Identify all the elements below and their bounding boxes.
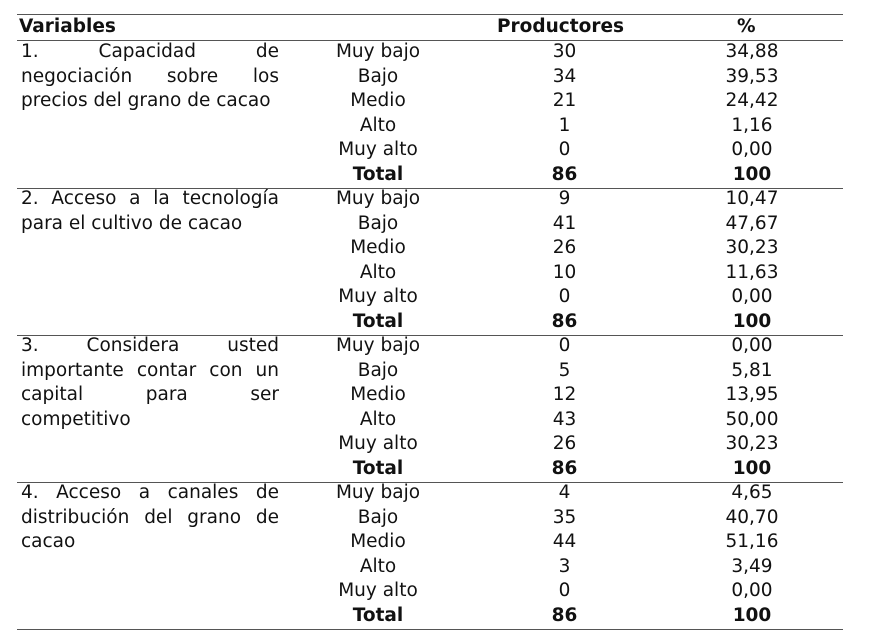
table-row [17, 187, 843, 212]
productores-cell: 3 [558, 555, 571, 577]
productores-cell: 1 [558, 114, 571, 136]
level-cell: Muy bajo [335, 41, 421, 62]
productores-cell: 9 [558, 188, 571, 209]
level-cell: Medio [350, 237, 406, 258]
percent-cell: 5,81 [731, 359, 773, 381]
productores-cell: 86 [551, 163, 578, 185]
variable-label: 2. Acceso a la tecnología para el cultivo de cacao [21, 188, 279, 234]
percent-cell: 0,00 [731, 286, 773, 307]
table-row [17, 89, 843, 114]
level-cell: Muy alto [338, 286, 418, 307]
percent-cell: 47,67 [725, 212, 779, 234]
percent-cell: 3,49 [731, 555, 773, 577]
productores-cell: 41 [552, 212, 577, 234]
group-rule [17, 629, 843, 630]
level-cell: Bajo [357, 212, 399, 234]
percent-cell: 30,23 [725, 237, 779, 258]
level-cell: Muy bajo [335, 335, 421, 356]
level-cell: Muy bajo [335, 482, 421, 503]
percent-cell: 0,00 [731, 580, 773, 601]
table-row [17, 579, 843, 604]
percent-cell: 100 [732, 163, 772, 185]
level-cell: Alto [359, 261, 397, 283]
productores-cell: 34 [552, 65, 577, 87]
percent-cell: 34,88 [725, 41, 779, 62]
level-cell: Total [352, 457, 404, 479]
header-variables: Variables [19, 16, 116, 37]
table-row [17, 359, 843, 384]
level-cell: Muy alto [338, 580, 418, 601]
table-row [17, 334, 843, 359]
total-row [17, 604, 843, 629]
header-productores: Productores [497, 16, 625, 37]
level-cell: Muy alto [338, 139, 418, 160]
table-row [17, 555, 843, 580]
productores-cell: 4 [558, 482, 571, 503]
level-cell: Medio [350, 531, 406, 552]
level-cell: Medio [350, 384, 406, 405]
productores-cell: 0 [558, 335, 571, 356]
productores-cell: 86 [551, 457, 578, 479]
total-row [17, 457, 843, 482]
level-cell: Bajo [357, 65, 399, 87]
productores-cell: 0 [558, 286, 571, 307]
table-row [17, 383, 843, 408]
table-row [17, 481, 843, 506]
level-cell: Medio [350, 90, 406, 111]
percent-cell: 1,16 [731, 114, 773, 136]
percent-cell: 100 [732, 457, 772, 479]
percent-cell: 30,23 [725, 433, 779, 454]
productores-cell: 86 [551, 604, 578, 626]
table-row [17, 212, 843, 237]
productores-cell: 30 [552, 41, 577, 62]
percent-cell: 100 [732, 604, 772, 626]
percent-cell: 39,53 [725, 65, 779, 87]
level-cell: Total [352, 163, 404, 185]
level-cell: Bajo [357, 359, 399, 381]
percent-cell: 10,47 [725, 188, 779, 209]
table-row [17, 138, 843, 163]
percent-cell: 0,00 [731, 139, 773, 160]
percent-cell: 40,70 [725, 506, 779, 528]
productores-cell: 43 [552, 408, 577, 430]
productores-cell: 21 [552, 90, 577, 111]
level-cell: Alto [359, 555, 397, 577]
level-cell: Alto [359, 408, 397, 430]
percent-cell: 0,00 [731, 335, 773, 356]
productores-cell: 12 [552, 384, 577, 405]
table-row [17, 40, 843, 65]
percent-cell: 24,42 [725, 90, 779, 111]
level-cell: Bajo [357, 506, 399, 528]
productores-cell: 35 [552, 506, 577, 528]
productores-cell: 26 [552, 433, 577, 454]
variable-label: 3. Considera usted importante contar con un capital para ser competitivo [21, 335, 279, 430]
level-cell: Muy bajo [335, 188, 421, 209]
level-cell: Total [352, 604, 404, 626]
table-row [17, 432, 843, 457]
table-row [17, 65, 843, 90]
variable-label: 1. Capacidad de negociación sobre los precios del grano de cacao [21, 41, 279, 111]
productores-cell: 86 [551, 310, 578, 332]
total-row [17, 310, 843, 335]
table-row [17, 506, 843, 531]
table-row [17, 261, 843, 286]
level-cell: Muy alto [338, 433, 418, 454]
table-row [17, 408, 843, 433]
total-row [17, 163, 843, 188]
table-row [17, 285, 843, 310]
percent-cell: 51,16 [725, 531, 779, 552]
table-row [17, 530, 843, 555]
productores-cell: 44 [552, 531, 577, 552]
percent-cell: 4,65 [731, 482, 773, 503]
productores-cell: 10 [552, 261, 577, 283]
percent-cell: 11,63 [725, 261, 779, 283]
percent-cell: 13,95 [725, 384, 779, 405]
variable-label: 4. Acceso a canales de distribución del grano de cacao [21, 482, 279, 552]
percent-cell: 100 [732, 310, 772, 332]
header-percent: % [737, 16, 756, 37]
top-rule [17, 14, 843, 15]
productores-cell: 0 [558, 139, 571, 160]
level-cell: Total [352, 310, 404, 332]
percent-cell: 50,00 [725, 408, 779, 430]
productores-cell: 5 [558, 359, 571, 381]
productores-cell: 26 [552, 237, 577, 258]
level-cell: Alto [359, 114, 397, 136]
productores-cell: 0 [558, 580, 571, 601]
table-row [17, 114, 843, 139]
table-row [17, 236, 843, 261]
